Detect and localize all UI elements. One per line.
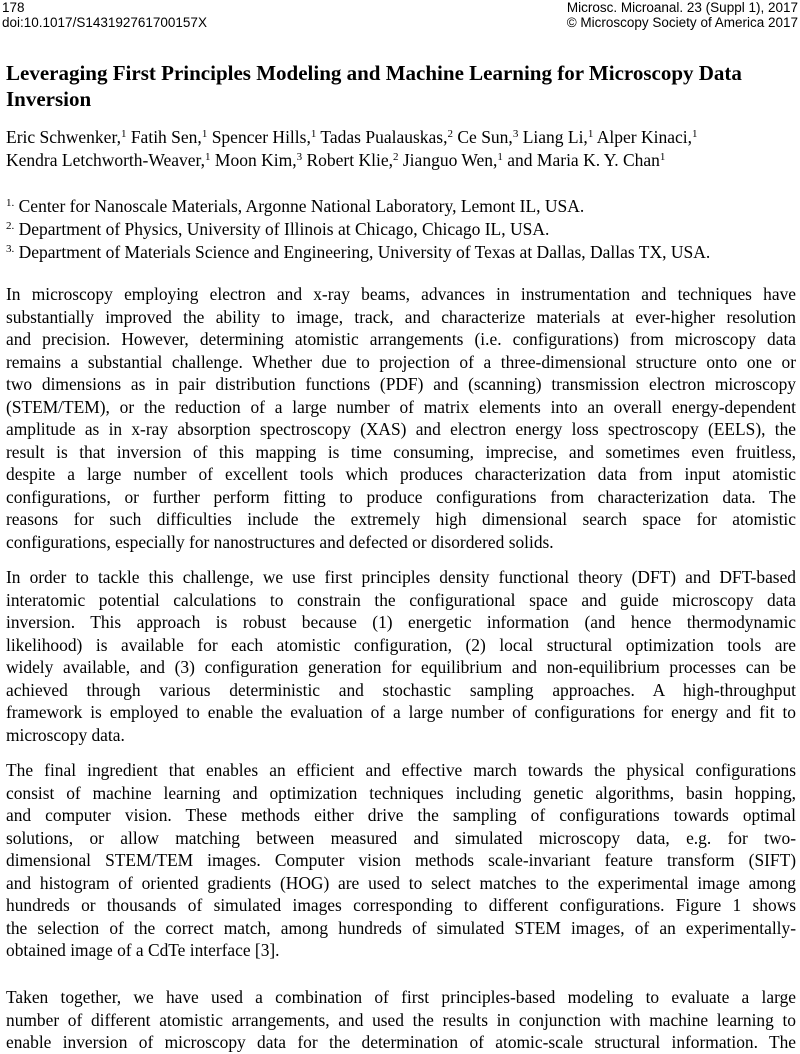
text-line: the selection of the correct match, among hundreds of simulated STEM images, of an experimentally-: [6, 917, 796, 938]
affiliation-mark: 3: [296, 151, 303, 163]
text-line: and precision. However, determining atomistic arrangements (i.e. configurations) from microscopy data: [6, 329, 796, 349]
journal-citation: Microsc. Microanal. 23 (Suppl 1), 2017: [566, 0, 798, 15]
affiliation-mark: 1: [120, 128, 127, 140]
body-paragraph: [6, 759, 796, 962]
affiliation-mark: 1: [310, 128, 317, 140]
affiliation-mark: 3: [512, 128, 519, 140]
affiliation-mark: 1: [659, 151, 666, 163]
text-line: In microscopy employing electron and x-ray beams, advances in instrumentation and techniques have: [6, 284, 796, 304]
affiliation: $^{1.}$ Center for Nanoscale Materials, Argonne National Laboratory, Lemont IL, USA.: [6, 196, 585, 216]
text-line: amplitude as in x-ray absorption spectroscopy (XAS) and electron energy loss spectroscopy (EELS), the: [6, 419, 796, 439]
text-line: reasons for such difficulties include the extremely high dimensional search space for atomistic: [6, 509, 796, 529]
running-header-right: [567, 0, 798, 30]
affiliation: $^{2.}$ Department of Physics, University of Illinois at Chicago, Chicago IL, USA.: [6, 219, 550, 239]
author: Spencer Hills,$^1$: [211, 127, 317, 147]
author: Fatih Sen,$^1$: [130, 127, 208, 147]
affiliation-mark: 1: [587, 128, 594, 140]
text-line: configurations, especially for nanostructures and defected or disordered solids.: [6, 531, 554, 552]
author: Moon Kim,$^3$: [214, 150, 303, 170]
page-number: 178: [2, 0, 25, 15]
copyright-notice: © Microscopy Society of America 2017: [566, 15, 798, 30]
text-line: The final ingredient that enables an efficient and effective march towards the physical configurations: [6, 760, 796, 780]
text-line: and computer vision. These methods either drive the sampling of configurations towards optimal: [6, 805, 796, 825]
affiliation-mark: 1: [205, 151, 211, 163]
text-line: dimensional STEM/TEM images. Computer vision methods scale-invariant feature transform (SIFT): [6, 850, 796, 870]
author: Alper Kinaci,$^1$: [596, 127, 698, 147]
text-line: In order to tackle this challenge, we use first principles density functional theory (DFT) and DFT-based: [6, 567, 796, 587]
text-line: result is that inversion of this mapping is time consuming, imprecise, and sometimes even fruitless,: [6, 441, 796, 462]
affiliation-mark: 2: [447, 128, 453, 140]
text-line: widely available, and (3) configuration generation for equilibrium and non-equilibrium processes can be: [6, 657, 796, 677]
author: Tadas Pualauskas,$^2$: [320, 127, 453, 147]
author: Kendra Letchworth-Weaver,$^1$: [6, 150, 211, 170]
text-line: microscopy data.: [6, 724, 125, 745]
text-line: number of different atomistic arrangements, and used the results in conjunction with machine learning to: [6, 1009, 796, 1030]
author-list: [6, 126, 796, 172]
text-line: two dimensions as in pair distribution functions (PDF) and (scanning) transmission electron microscopy: [6, 374, 796, 394]
author: Robert Klie,$^2$: [306, 150, 399, 170]
title-line: Leveraging First Principles Modeling and Machine Learning for Microscopy Data: [6, 61, 742, 85]
text-line: and histogram of oriented gradients (HOG) are used to select matches to the experimental image among: [6, 872, 796, 893]
text-line: (STEM/TEM), or the reduction of a large number of matrix elements into an overall energy-dependent: [6, 396, 796, 417]
text-line: Taken together, we have used a combination of first principles-based modeling to evaluate a large: [6, 987, 796, 1007]
text-line: hundreds or thousands of simulated images corresponding to different configurations. Figure 1 shows: [6, 895, 796, 915]
text-line: substantially improved the ability to image, track, and characterize materials at ever-higher resolution: [6, 306, 796, 327]
author: Ce Sun,$^3$: [457, 127, 519, 147]
text-line: remains a substantial challenge. Whether due to projection of a three-dimensional structure onto one or: [6, 351, 796, 372]
text-line: consist of machine learning and optimization techniques including genetic algorithms, basin hopping,: [6, 782, 796, 803]
text-line: solutions, or allow matching between measured and simulated microscopy data, e.g. for two-: [6, 827, 796, 848]
text-line: inversion. This approach is robust because (1) energetic information (and hence thermodynamic: [6, 612, 796, 632]
affiliation-mark: 1: [201, 128, 208, 140]
text-line: despite a large number of excellent tools which produces characterization data from input atomistic: [6, 464, 796, 484]
author: Liang Li,$^1$: [522, 127, 594, 147]
text-line: obtained image of a CdTe interface [3].: [6, 940, 280, 960]
running-header-left: [2, 0, 207, 30]
author: Jianguo Wen,$^1$: [402, 150, 503, 170]
affiliation-list: [6, 195, 796, 264]
title-line: Inversion: [6, 87, 92, 111]
text-line: achieved through various deterministic and stochastic sampling approaches. A high-throughput: [6, 679, 796, 700]
body-paragraph: [6, 566, 796, 746]
text-line: framework is employed to enable the evaluation of a large number of configurations for energy and fit to: [6, 702, 796, 722]
paper-title: [6, 60, 796, 112]
body-paragraph: [6, 283, 796, 553]
text-line: configurations, or further perform fitting to produce configurations from characterization data. The: [6, 486, 796, 507]
author: Eric Schwenker,$^1$: [6, 127, 127, 147]
affiliation-mark: 1: [691, 128, 698, 140]
affiliation-mark: 2: [393, 151, 399, 163]
text-line: enable inversion of microscopy data for the determination of atomic-scale structural information. The: [6, 1032, 796, 1052]
affiliation: $^{3.}$ Department of Materials Science and Engineering, University of Texas at Dallas, Dallas TX, USA.: [6, 242, 711, 262]
author: and Maria K. Y. Chan$^1$: [507, 150, 666, 170]
text-line: interatomic potential calculations to constrain the configurational space and guide microscopy data: [6, 589, 796, 610]
text-line: likelihood) is available for each atomistic configuration, (2) local structural optimization tools are: [6, 634, 796, 655]
doi: doi:10.1017/S143192761700157X: [2, 15, 207, 30]
body-paragraph: [6, 986, 796, 1054]
affiliation-mark: 1: [497, 151, 503, 163]
